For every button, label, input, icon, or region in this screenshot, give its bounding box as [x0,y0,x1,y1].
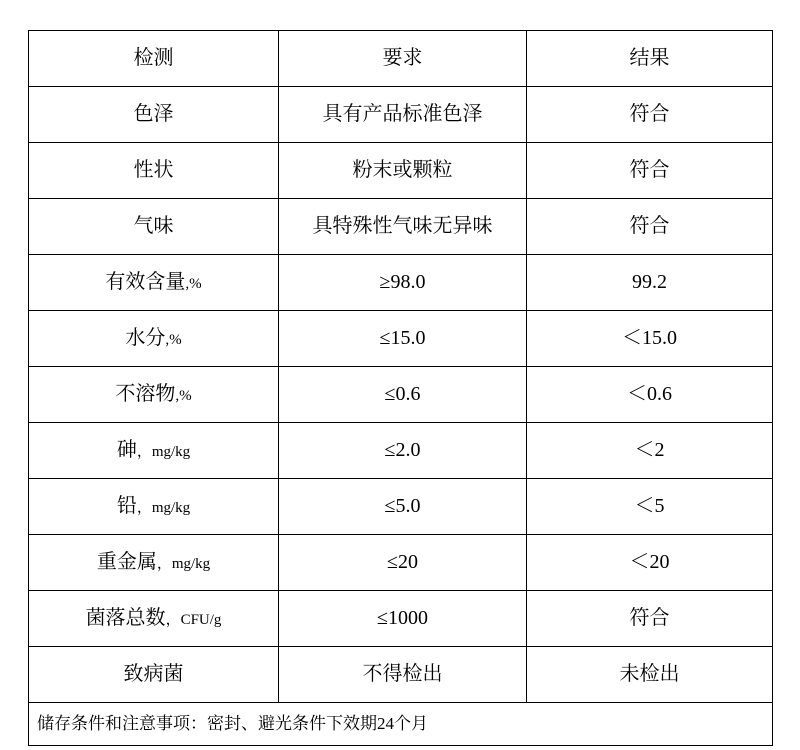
table-row [29,647,773,703]
table-row [29,423,773,479]
item-unit: ，mg/kg [136,444,191,460]
table-row [29,591,773,647]
cell-result: 99.2 [527,255,773,311]
cell-result: 未检出 [527,647,773,703]
item-label: 菌落总数 [85,607,166,629]
cell-requirement: 具特殊性气味无异味 [279,199,527,255]
item-label: 铅 [116,495,137,517]
header-cell-item: 检测 [29,31,279,87]
cell-result: ＜15.0 [527,311,773,367]
cell-item [29,647,279,703]
item-label: 有效含量 [105,271,186,293]
item-label: 色泽 [133,103,174,125]
cell-requirement: ≥98.0 [279,255,527,311]
cell-requirement: ≤0.6 [279,367,527,423]
item-unit: ,% [165,332,182,348]
table-row [29,143,773,199]
cell-item [29,87,279,143]
item-label: 不溶物 [115,383,176,405]
specification-table [28,30,773,746]
cell-requirement: 粉末或颗粒 [279,143,527,199]
cell-result: ＜2 [527,423,773,479]
header-cell-requirement: 要求 [279,31,527,87]
cell-item [29,311,279,367]
cell-requirement: 不得检出 [279,647,527,703]
cell-item [29,479,279,535]
table-row [29,479,773,535]
storage-note-text: 储存条件和注意事项：密封、避光条件下效期24个月 [37,714,428,734]
cell-result: 符合 [527,591,773,647]
cell-item [29,423,279,479]
cell-result: 符合 [527,143,773,199]
table-header-row [29,31,773,87]
table-row [29,87,773,143]
item-label: 气味 [133,215,174,237]
cell-requirement: 具有产品标准色泽 [279,87,527,143]
item-label: 砷 [116,439,137,461]
item-unit: ，mg/kg [136,500,191,516]
table-row [29,367,773,423]
item-label: 性状 [133,159,174,181]
cell-item [29,367,279,423]
item-unit: ,% [175,388,192,404]
cell-requirement: ≤15.0 [279,311,527,367]
table-row [29,199,773,255]
cell-requirement: ≤1000 [279,591,527,647]
cell-result: 符合 [527,199,773,255]
table-row [29,535,773,591]
table-row [29,255,773,311]
cell-requirement: ≤5.0 [279,479,527,535]
cell-requirement: ≤20 [279,535,527,591]
item-label: 重金属 [96,551,157,573]
item-unit: ，CFU/g [165,612,222,628]
table-row [29,311,773,367]
cell-result: ＜20 [527,535,773,591]
cell-item [29,255,279,311]
cell-requirement: ≤2.0 [279,423,527,479]
cell-item [29,535,279,591]
cell-result: ＜5 [527,479,773,535]
cell-item [29,143,279,199]
header-cell-result: 结果 [527,31,773,87]
table-note-row [29,703,773,746]
item-label: 致病菌 [123,663,184,685]
item-label: 水分 [125,327,166,349]
cell-result: 符合 [527,87,773,143]
item-unit: ,% [185,276,202,292]
cell-item [29,199,279,255]
item-unit: ，mg/kg [156,556,211,572]
storage-note [29,703,773,746]
cell-item [29,591,279,647]
cell-result: ＜0.6 [527,367,773,423]
